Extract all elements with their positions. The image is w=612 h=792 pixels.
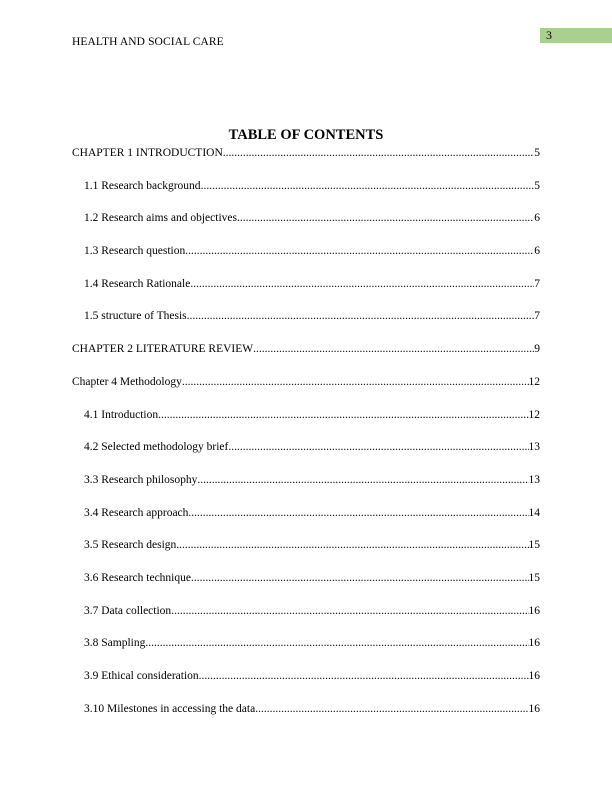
toc-entry-text: 4.1 Introduction — [84, 408, 159, 421]
toc-entry-text: CHAPTER 1 INTRODUCTION — [72, 147, 223, 159]
toc-dot-leader — [187, 309, 535, 323]
toc-entry-text: 1.3 Research question — [84, 245, 186, 258]
toc-entry-text: 1.4 Research Rationale — [84, 277, 191, 290]
toc-entry-page: 7 — [534, 277, 540, 290]
toc-entry-page: 6 — [534, 212, 540, 225]
toc-entry[interactable] — [72, 408, 540, 441]
toc-entry-text: 3.8 Sampling — [84, 637, 146, 650]
toc-entry[interactable] — [72, 146, 540, 179]
toc-entry-page: 14 — [528, 506, 540, 519]
toc-entry[interactable] — [72, 669, 540, 702]
toc-entry-text: 1.1 Research background — [84, 179, 201, 192]
toc-entry-page: 13 — [528, 473, 540, 486]
toc-entry-page: 5 — [534, 179, 540, 192]
running-head: HEALTH AND SOCIAL CARE — [72, 36, 224, 48]
toc-entry-page: 9 — [534, 343, 540, 356]
toc-entry[interactable] — [72, 440, 540, 473]
toc-dot-leader — [228, 440, 528, 454]
toc-entry[interactable] — [72, 375, 540, 408]
toc-entry-text: 1.5 structure of Thesis — [84, 310, 187, 323]
toc-entry[interactable] — [72, 342, 540, 375]
toc-entry[interactable] — [72, 309, 540, 342]
toc-entry-text: CHAPTER 2 LITERATURE REVIEW — [72, 343, 254, 356]
toc-entry-text: 3.6 Research technique — [84, 571, 191, 584]
toc-entry[interactable] — [72, 604, 540, 637]
toc-entry[interactable] — [72, 179, 540, 212]
toc-entry-text: 3.7 Data collection — [84, 604, 172, 617]
toc-entry-page: 16 — [528, 670, 540, 682]
toc-entry-page: 5 — [534, 147, 540, 159]
toc-entry-page: 7 — [534, 310, 540, 323]
toc-dot-leader — [201, 179, 535, 193]
page-number: 3 — [546, 28, 552, 42]
toc-entry[interactable] — [72, 277, 540, 310]
toc-entry-text: 3.5 Research design — [84, 539, 177, 552]
toc-entry-text: Chapter 4 Methodology — [72, 375, 182, 388]
toc-entry-page: 13 — [528, 441, 540, 454]
toc-dot-leader — [199, 669, 529, 683]
toc-entry[interactable] — [72, 702, 540, 735]
toc-dot-leader — [182, 375, 529, 389]
toc-dot-leader — [197, 473, 528, 487]
toc-entry-page: 16 — [528, 702, 540, 715]
toc-entry-page: 12 — [528, 375, 540, 388]
toc-entry[interactable] — [72, 636, 540, 669]
toc-entry[interactable] — [72, 244, 540, 277]
toc-entry[interactable] — [72, 211, 540, 244]
toc-entry-text: 4.2 Selected methodology brief — [84, 441, 229, 454]
toc-entry[interactable] — [72, 538, 540, 571]
toc-dot-leader — [191, 571, 529, 585]
toc-dot-leader — [190, 277, 534, 291]
toc-entry[interactable] — [72, 473, 540, 506]
toc-entry-page: 12 — [528, 408, 540, 421]
toc-dot-leader — [171, 604, 528, 618]
toc-dot-leader — [223, 146, 534, 160]
toc-dot-leader — [185, 244, 534, 258]
toc-entry-page: 16 — [528, 604, 540, 617]
toc-dot-leader — [188, 506, 528, 520]
toc-title: TABLE OF CONTENTS — [228, 127, 384, 143]
toc-entry[interactable] — [72, 506, 540, 539]
toc-entry-text: 3.3 Research philosophy — [84, 473, 198, 486]
toc-entry-page: 16 — [528, 637, 540, 650]
toc-entry-text: 3.4 Research approach — [84, 506, 189, 519]
toc-dot-leader — [237, 211, 534, 225]
toc-dot-leader — [176, 538, 528, 552]
toc-entry-text: 1.2 Research aims and objectives — [84, 212, 237, 225]
toc-dot-leader — [255, 702, 528, 716]
toc-entry-page: 15 — [528, 571, 540, 584]
toc-entry-page: 6 — [534, 245, 540, 258]
page-number-badge — [540, 28, 612, 43]
toc-dot-leader — [145, 636, 528, 650]
toc-entry-text: 3.10 Milestones in accessing the data — [84, 702, 256, 715]
table-of-contents — [72, 146, 540, 734]
toc-dot-leader — [253, 342, 534, 356]
toc-entry[interactable] — [72, 571, 540, 604]
toc-entry-page: 15 — [528, 539, 540, 552]
toc-entry-text: 3.9 Ethical consideration — [84, 670, 199, 682]
toc-dot-leader — [158, 408, 528, 422]
